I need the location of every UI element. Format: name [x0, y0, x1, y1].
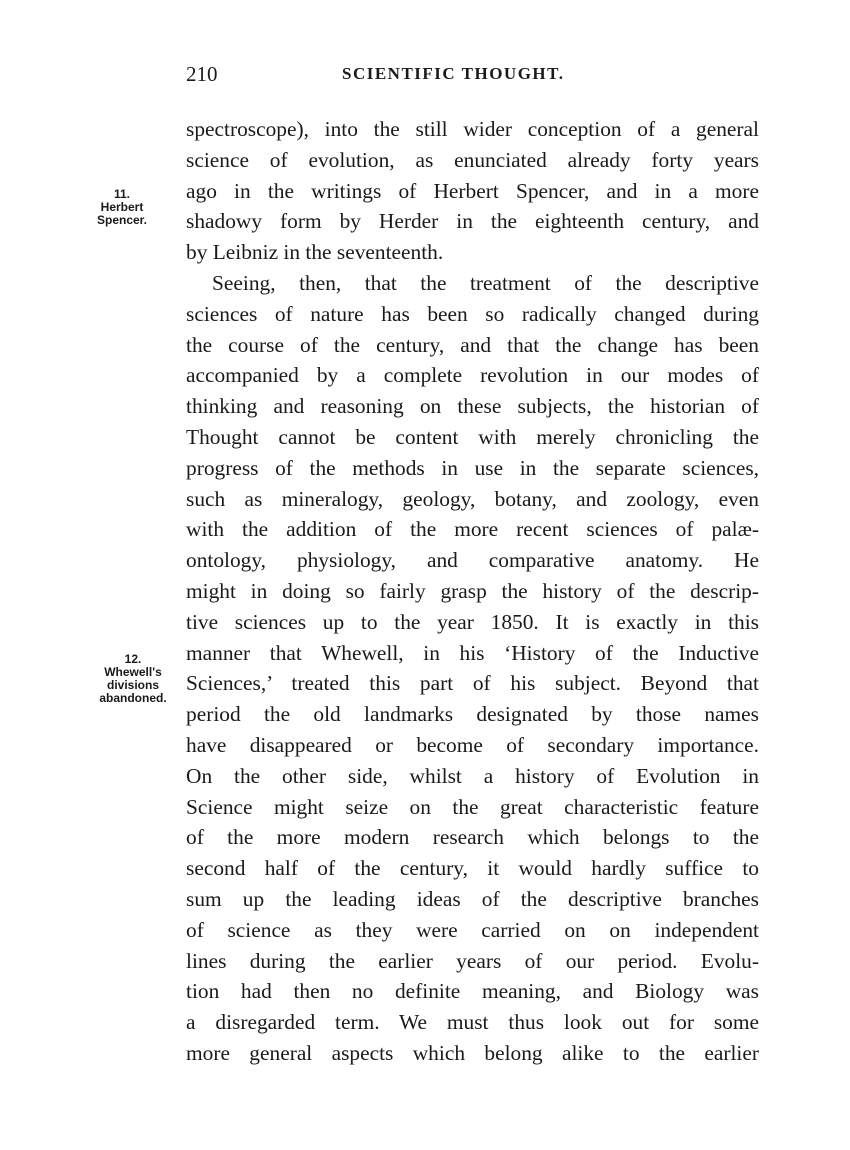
text-line: tive sciences up to the year 1850. It is exactly in this: [186, 609, 759, 634]
sidenote-number: 11.: [113, 187, 131, 201]
sidenote-label: Herbert: [100, 200, 144, 214]
sidenote-number: 12.: [124, 652, 142, 666]
text-line: tion had then no definite meaning, and Biology was: [186, 979, 759, 1004]
sidenote-label: Spencer.: [96, 213, 148, 227]
sidenote-whewell-divisions: [92, 653, 174, 705]
text-line: of the more modern research which belongs to the: [186, 825, 759, 850]
text-line: with the addition of the more recent sciences of palæ-: [186, 517, 759, 542]
text-line: the course of the century, and that the change has been: [186, 332, 759, 357]
text-line: manner that Whewell, in his ‘History of the Inductive: [186, 640, 759, 665]
text-line: lines during the earlier years of our period. Evolu-: [186, 948, 759, 973]
text-line: by Leibniz in the seventeenth.: [186, 240, 444, 265]
text-line: science of evolution, as enunciated already forty years: [186, 147, 759, 172]
sidenote-label: Whewell's: [104, 665, 162, 679]
text-line: shadowy form by Herder in the eighteenth century, and: [186, 209, 759, 234]
page-number: 210: [186, 62, 218, 86]
text-line: Thought cannot be content with merely chronicling the: [186, 424, 759, 449]
text-line: of science as they were carried on on independent: [186, 917, 759, 942]
text-line: spectroscope), into the still wider conception of a general: [186, 117, 759, 141]
text-line: Seeing, then, that the treatment of the descriptive: [212, 270, 759, 295]
text-line: thinking and reasoning on these subjects, the historian of: [186, 394, 759, 419]
text-line: second half of the century, it would hardly suffice to: [186, 856, 759, 881]
text-line: ago in the writings of Herbert Spencer, and in a more: [186, 178, 759, 203]
text-line: Sciences,’ treated this part of his subject. Beyond that: [186, 671, 759, 696]
text-line: sum up the leading ideas of the descriptive branches: [186, 886, 759, 911]
text-line: accompanied by a complete revolution in our modes of: [186, 363, 759, 388]
text-line: On the other side, whilst a history of Evolution in: [186, 763, 759, 788]
running-title: SCIENTIFIC THOUGHT.: [342, 64, 565, 83]
text-line: such as mineralogy, geology, botany, and zoology, even: [186, 486, 759, 511]
sidenote-herbert-spencer: [82, 188, 162, 227]
text-line: period the old landmarks designated by those names: [186, 702, 759, 727]
text-line: more general aspects which belong alike to the earlier: [186, 1040, 759, 1065]
text-line: might in doing so fairly grasp the history of the descrip-: [186, 578, 759, 603]
text-line: have disappeared or become of secondary importance.: [186, 732, 759, 757]
text-line: a disregarded term. We must thus look out for some: [186, 1010, 759, 1035]
text-line: ontology, physiology, and comparative anatomy. He: [186, 548, 759, 573]
text-line: sciences of nature has been so radically changed during: [186, 301, 759, 326]
body-text: [186, 114, 759, 1069]
sidenote-label: abandoned.: [99, 691, 167, 705]
text-line: progress of the methods in use in the separate sciences,: [186, 455, 759, 480]
sidenote-label: divisions: [106, 678, 159, 692]
page-header: [184, 62, 759, 92]
text-line: Science might seize on the great characteristic feature: [186, 794, 759, 819]
